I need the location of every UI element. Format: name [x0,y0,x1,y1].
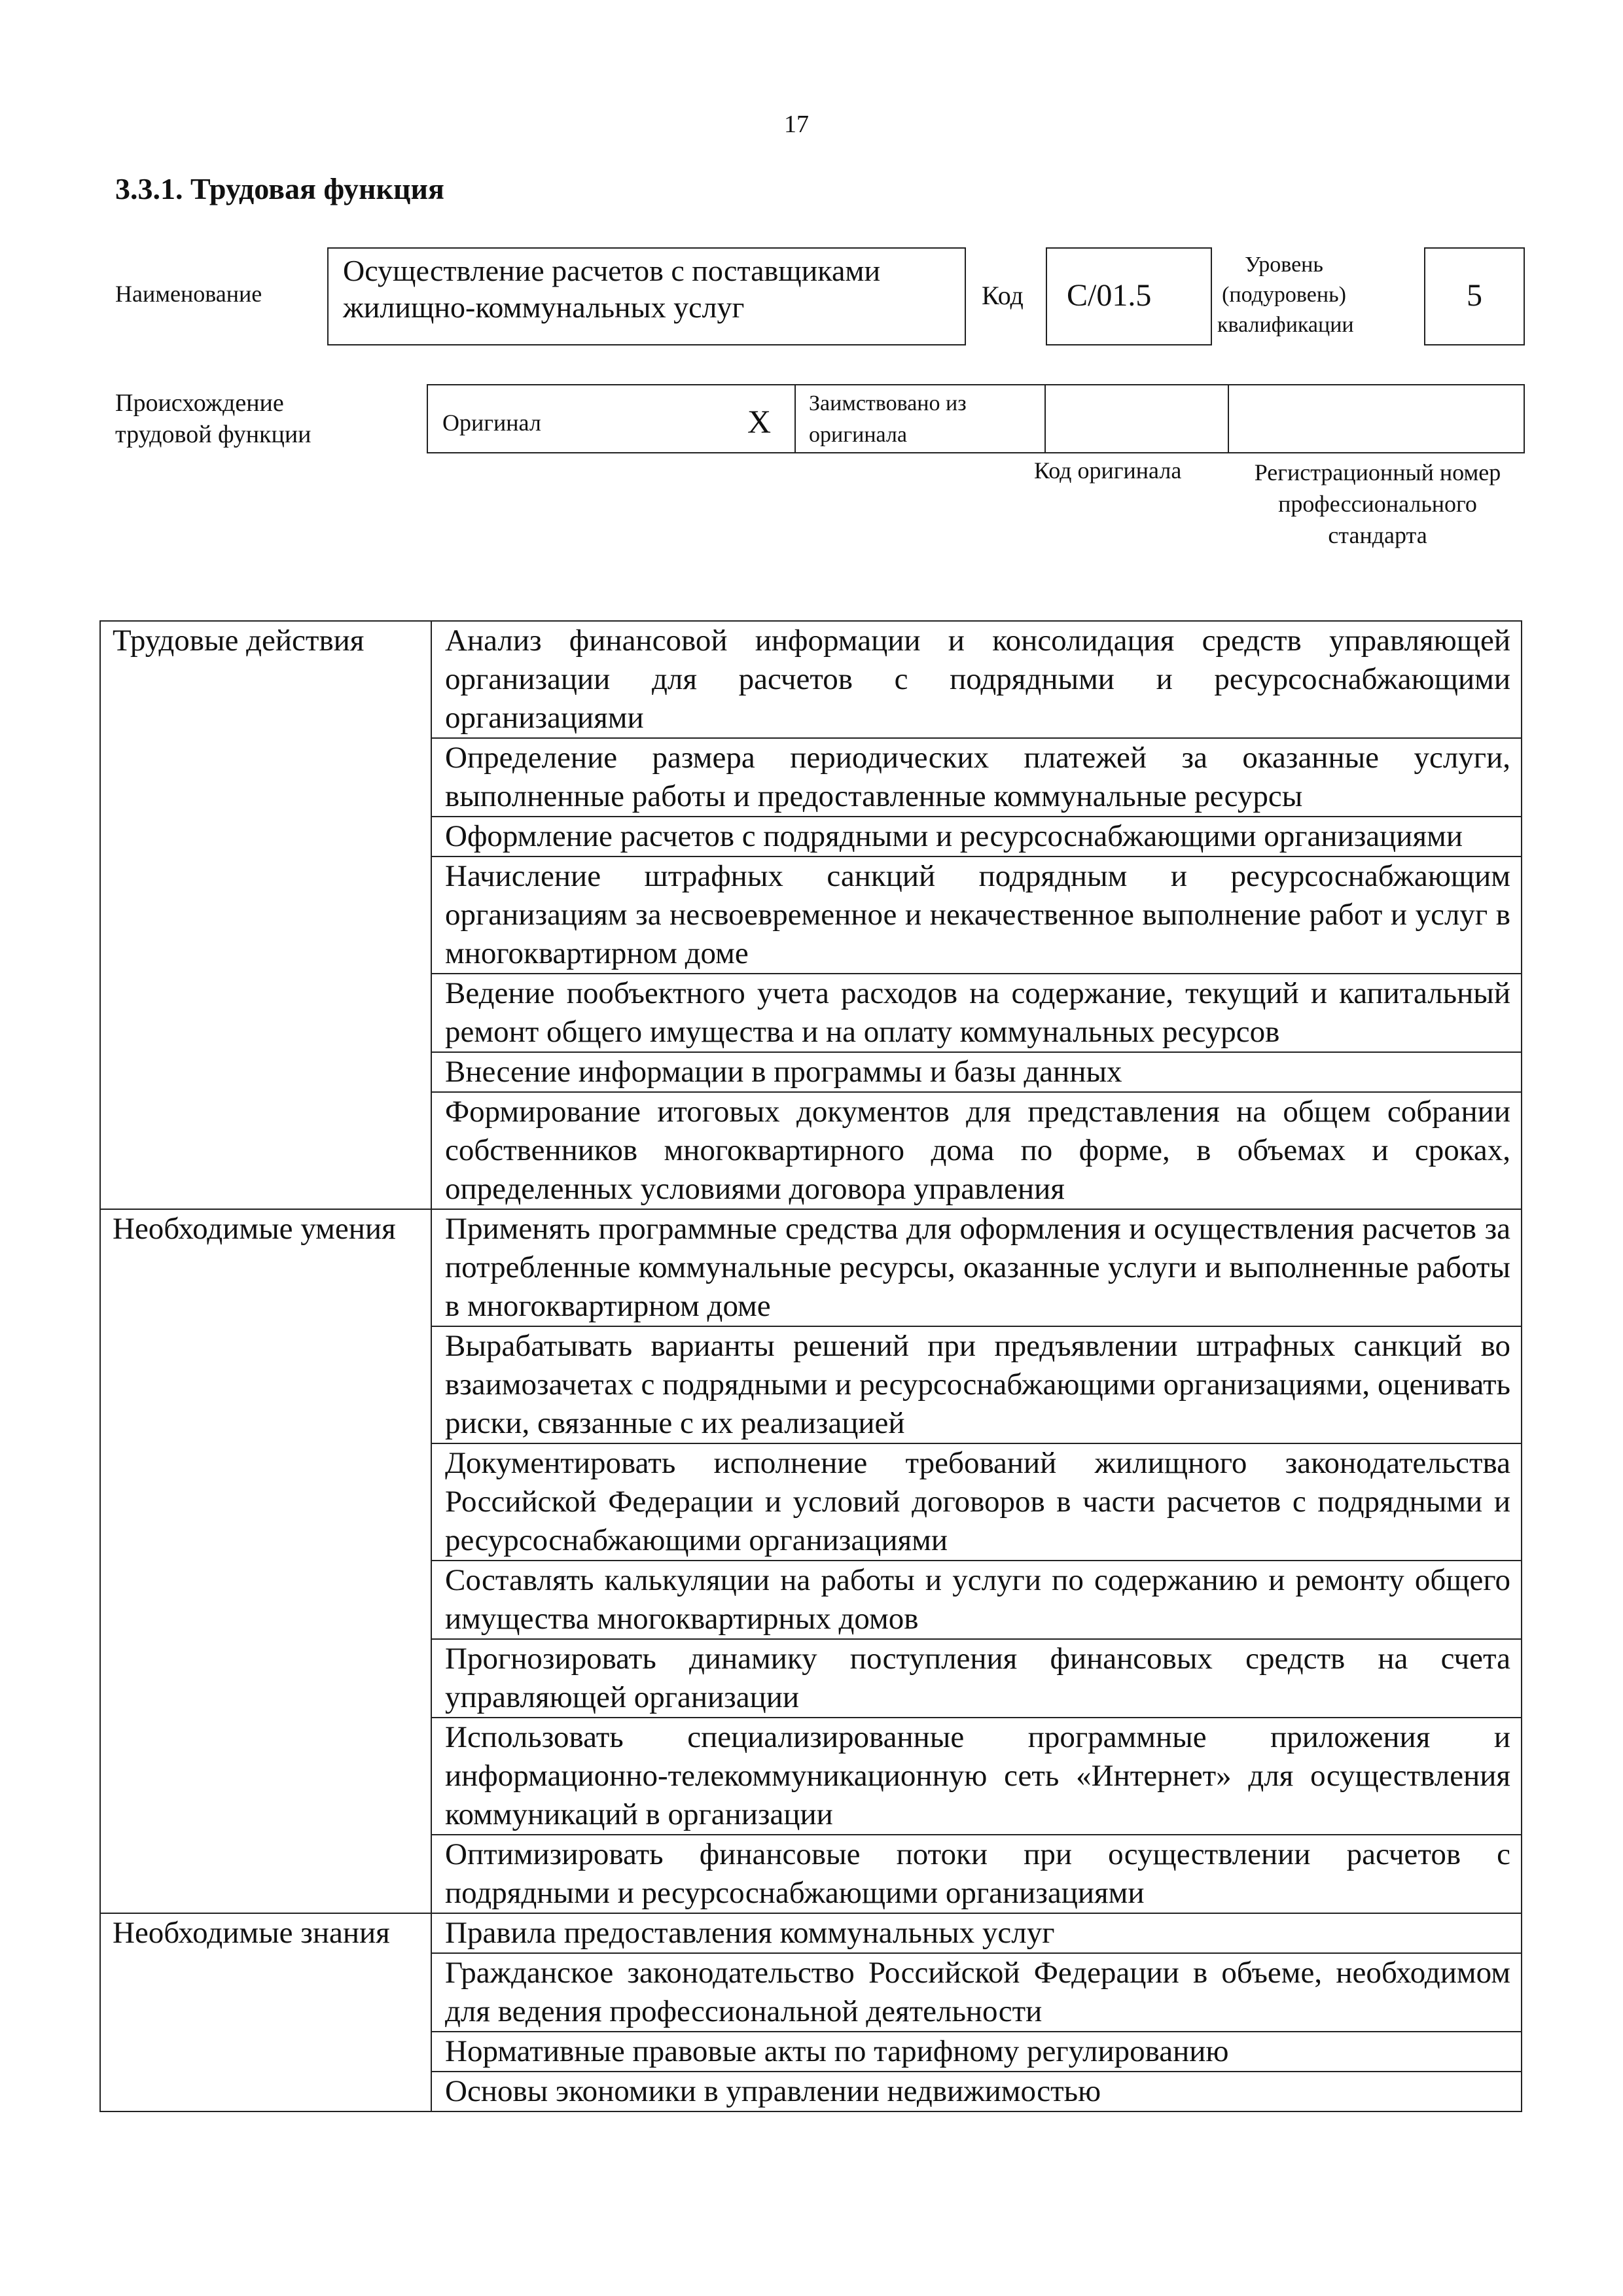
section-title-cell: Необходимые знания [100,1913,431,2111]
item-cell: Правила предоставления коммунальных услуг [431,1913,1522,1953]
function-name-box [327,247,966,345]
code-label: Код [982,281,1024,310]
function-name-value: Осуществление расчетов с поставщиками жилищно-коммунальных услуг [343,254,881,324]
name-label: Наименование [115,281,262,307]
item-cell: Анализ финансовой информации и консолидация средств управляющей организации для расчетов с подрядными и ресурсоснабжающими организациями [431,621,1522,738]
section-title-cell: Трудовые действия [100,621,431,1209]
item-cell: Внесение информации в программы и базы данных [431,1052,1522,1092]
borrowed-label: Заимствовано из оригинала [809,391,967,447]
item-cell: Вырабатывать варианты решений при предъявлении штрафных санкций во взаимозачетах с подрядными и ресурсоснабжающими организациями, оценивать риски, связанные с их реализацией [431,1326,1522,1443]
level-label: Уровень (подуровень) квалификации [1217,253,1354,337]
item-cell: Использовать специализированные программные приложения и информационно-телекоммуникационную сеть «Интернет» для осуществления коммуникаций в организации [431,1718,1522,1835]
code-value: С/01.5 [1067,278,1152,313]
function-details-table [99,620,1522,2112]
section-title-cell: Необходимые умения [100,1209,431,1913]
item-cell: Документировать исполнение требований жилищного законодательства Российской Федерации и условий договоров в части расчетов с подрядными и ресурсоснабжающими организациями [431,1443,1522,1561]
registration-number-caption: Регистрационный номер профессионального стандарта [1254,459,1501,548]
table-row [100,1913,1522,1953]
item-cell: Составлять калькуляции на работы и услуги по содержанию и ремонту общего имущества многоквартирных домов [431,1561,1522,1639]
item-cell: Применять программные средства для оформления и осуществления расчетов за потребленные коммунальные ресурсы, оказанные услуги и выполненные работы в многоквартирном доме [431,1209,1522,1326]
original-label: Оригинал [442,410,541,436]
origin-label [115,387,312,450]
section-title: 3.3.1. Трудовая функция [115,172,444,205]
code-box [1046,247,1212,345]
item-cell: Определение размера периодических платежей за оказанные услуги, выполненные работы и предоставленные коммунальные ресурсы [431,738,1522,817]
original-code-caption: Код оригинала [1034,457,1182,484]
item-cell: Основы экономики в управлении недвижимостью [431,2072,1522,2111]
table-row [100,1209,1522,1326]
origin-label-text: Происхождение трудовой функции [115,389,312,448]
table-row [100,621,1522,738]
origin-row [427,384,1525,453]
item-cell: Формирование итоговых документов для представления на общем собрании собственников многоквартирного дома по форме, в объемах и сроках, определенных условиями договора управления [431,1092,1522,1209]
original-mark: Х [747,403,772,440]
item-cell: Оформление расчетов с подрядными и ресурсоснабжающими организациями [431,817,1522,857]
level-value: 5 [1467,278,1482,313]
item-cell: Нормативные правовые акты по тарифному регулированию [431,2032,1522,2072]
item-cell: Оптимизировать финансовые потоки при осуществлении расчетов с подрядными и ресурсоснабжающими организациями [431,1835,1522,1913]
page-number: 17 [784,111,809,138]
level-box [1424,247,1525,345]
item-cell: Ведение пообъектного учета расходов на содержание, текущий и капитальный ремонт общего имущества и на оплату коммунальных ресурсов [431,974,1522,1052]
item-cell: Гражданское законодательство Российской Федерации в объеме, необходимом для ведения профессиональной деятельности [431,1953,1522,2032]
origin-cell-code [1046,385,1229,452]
item-cell: Начисление штрафных санкций подрядным и ресурсоснабжающим организациям за несвоевременное и некачественное выполнение работ и услуг в многоквартирном доме [431,857,1522,974]
item-cell: Прогнозировать динамику поступления финансовых средств на счета управляющей организации [431,1639,1522,1718]
origin-cell-reg [1229,385,1525,452]
